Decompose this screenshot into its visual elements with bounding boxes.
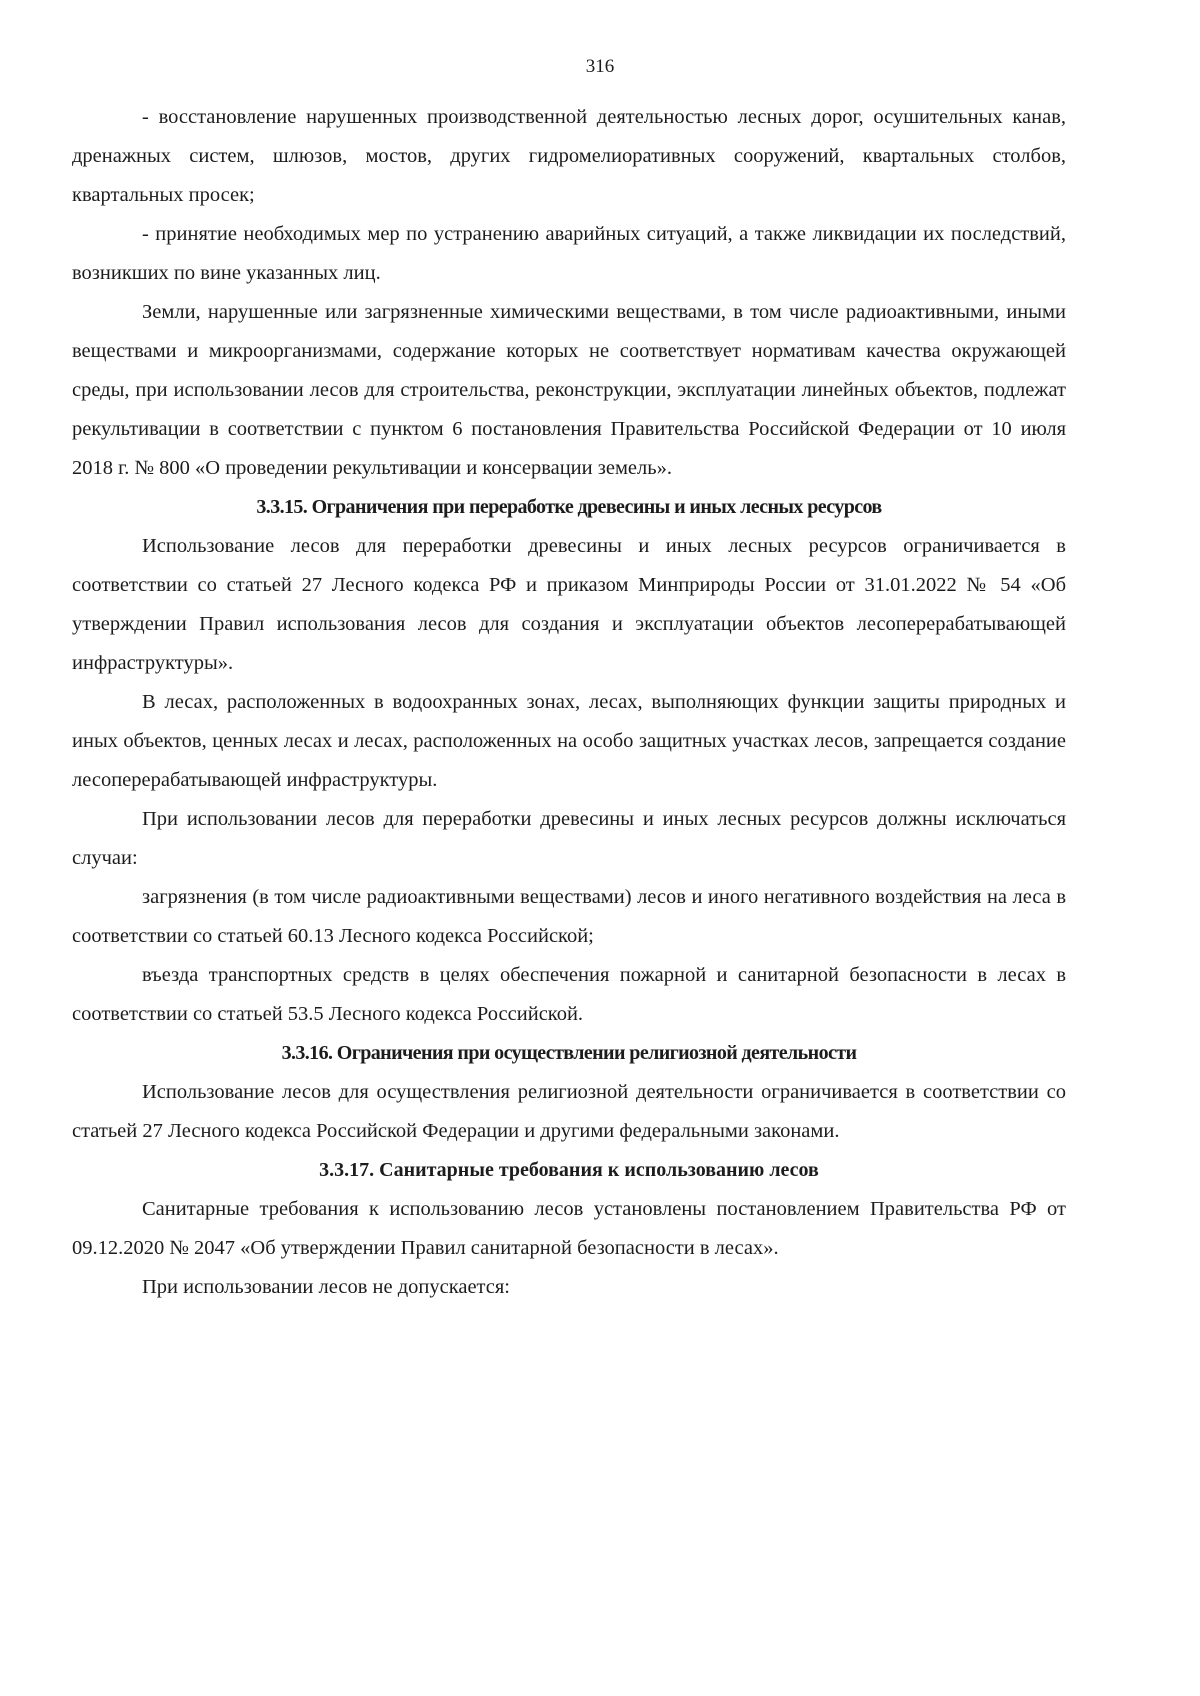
paragraph-restoration-roads: - восстановление нарушенных производственной деятельностью лесных дорог, осушительных канав, дренажных систем, шлюзов, мостов, других гидромелиоративных сооружений, квартальных столбов, квартальных просек;: [72, 106, 1066, 206]
paragraph-land-recultivation: Земли, нарушенные или загрязненные химическими веществами, в том числе радиоактивными, иными веществами и микроорганизмами, содержание которых не соответствует нормативам качества окружающей среды, при использовании лесов для строительства, реконструкции, эксплуатации линейных объектов, подлежат рекультивации в соответствии с пунктом 6 постановления Правительства Российской Федерации от 10 июля 2018 г. № 800 «О проведении рекультивации и консервации земель».: [72, 301, 1066, 479]
section-heading-3-3-15: 3.3.15. Ограничения при переработке древесины и иных лесных ресурсов: [256, 496, 882, 518]
section-heading-3-3-17: 3.3.17. Санитарные требования к использованию лесов: [319, 1159, 819, 1181]
paragraph-emergency-measures: - принятие необходимых мер по устранению аварийных ситуаций, а также ликвидации их последствий, возникших по вине указанных лиц.: [72, 223, 1066, 284]
page-number: 316: [585, 56, 615, 77]
paragraph-excluded-cases-intro: При использовании лесов для переработки древесины и иных лесных ресурсов должны исключаться случаи:: [72, 808, 1066, 869]
paragraph-sanitary-requirements: Санитарные требования к использованию лесов установлены постановлением Правительства РФ от 09.12.2020 № 2047 «Об утверждении Правил санитарной безопасности в лесах».: [72, 1198, 1066, 1259]
paragraph-pollution-case: загрязнения (в том числе радиоактивными веществами) лесов и иного негативного воздействия на леса в соответствии со статьей 60.13 Лесного кодекса Российской;: [72, 886, 1066, 947]
paragraph-religious-activity: Использование лесов для осуществления религиозной деятельности ограничивается в соответствии со статьей 27 Лесного кодекса Российской Федерации и другими федеральными законами.: [72, 1081, 1066, 1142]
document-body: [72, 98, 1066, 1307]
paragraph-vehicle-entry-case: въезда транспортных средств в целях обеспечения пожарной и санитарной безопасности в лесах в соответствии со статьей 53.5 Лесного кодекса Российской.: [72, 964, 1066, 1025]
section-heading-3-3-16: 3.3.16. Ограничения при осуществлении религиозной деятельности: [281, 1042, 857, 1064]
paragraph-water-protection-zones: В лесах, расположенных в водоохранных зонах, лесах, выполняющих функции защиты природных и иных объектов, ценных лесах и лесах, расположенных на особо защитных участках лесов, запрещается создание лесоперерабатывающей инфраструктуры.: [72, 691, 1066, 791]
paragraph-wood-processing-restriction: Использование лесов для переработки древесины и иных лесных ресурсов ограничивается в соответствии со статьей 27 Лесного кодекса РФ и приказом Минприроды России от 31.01.2022 № 54 «Об утверждении Правил использования лесов для создания и эксплуатации объектов лесоперерабатывающей инфраструктуры».: [72, 535, 1066, 674]
paragraph-not-allowed-intro: При использовании лесов не допускается:: [142, 1276, 510, 1298]
